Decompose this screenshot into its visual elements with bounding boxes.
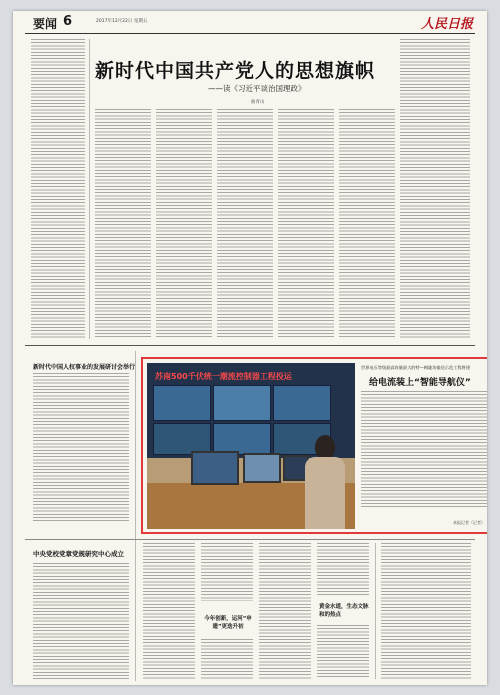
left-story-2-body <box>33 563 129 679</box>
section-name: 要闻 <box>33 17 58 31</box>
featured-article[interactable] <box>141 357 487 534</box>
section-rule <box>25 345 475 346</box>
lead-byline: 曲青山 <box>251 100 265 105</box>
left-story-1-title: 新时代中国人权事业的发展研讨会举行 <box>33 364 136 371</box>
lead-column-6 <box>339 109 395 339</box>
feature-kicker: 世界电压等级最高容量最大的特—梅陇坊输送示范工程将建 <box>361 365 470 370</box>
feature-author: 本报记者（记者） <box>453 520 485 525</box>
lower-column-2b <box>201 639 253 679</box>
monitor <box>191 451 239 485</box>
lead-column-5 <box>278 109 334 339</box>
left-story-2-title: 中央党校党章党规研究中心成立 <box>33 550 124 558</box>
header-rule <box>25 33 475 34</box>
section-rule <box>25 539 475 540</box>
lower-column-3 <box>259 543 311 679</box>
right-story-title: 黄金水道，生态文脉和的热点 <box>319 604 369 618</box>
photo-banner: 苏南500千伏统一潮流控制器工程投运 <box>155 372 292 381</box>
lower-column-1 <box>143 543 195 679</box>
feature-title: 给电流装上“智能导航仪” <box>369 378 471 388</box>
issue-date: 2017年12月22日 星期五 <box>96 19 148 24</box>
lower-column-2a <box>201 543 253 601</box>
monitor <box>243 453 281 483</box>
newspaper-page <box>13 11 487 685</box>
left-story-1-body <box>33 373 129 523</box>
lead-subhead: ——读《习近平谈治国理政》 <box>208 84 306 93</box>
page-number: 6 <box>63 14 73 29</box>
lead-column-1 <box>31 39 85 339</box>
page-header <box>13 11 487 33</box>
column-divider <box>375 543 376 679</box>
lead-headline: 新时代中国共产党人的思想旗帜 <box>95 60 376 82</box>
newspaper-logo: 人民日报 <box>420 17 473 32</box>
lead-column-7 <box>400 39 470 339</box>
lower-column-4b <box>317 625 369 679</box>
lower-column-4a <box>317 543 369 595</box>
lead-column-3 <box>156 109 212 339</box>
operator-figure <box>305 435 345 529</box>
column-divider <box>135 351 136 681</box>
middle-story-title: 今年创新，运河“申遗”更迭升初 <box>204 616 252 630</box>
lead-column-2 <box>95 109 151 339</box>
lower-column-5 <box>381 543 471 679</box>
feature-body <box>361 391 487 509</box>
column-divider <box>89 39 90 339</box>
lead-column-4 <box>217 109 273 339</box>
control-room-photo <box>147 363 355 529</box>
